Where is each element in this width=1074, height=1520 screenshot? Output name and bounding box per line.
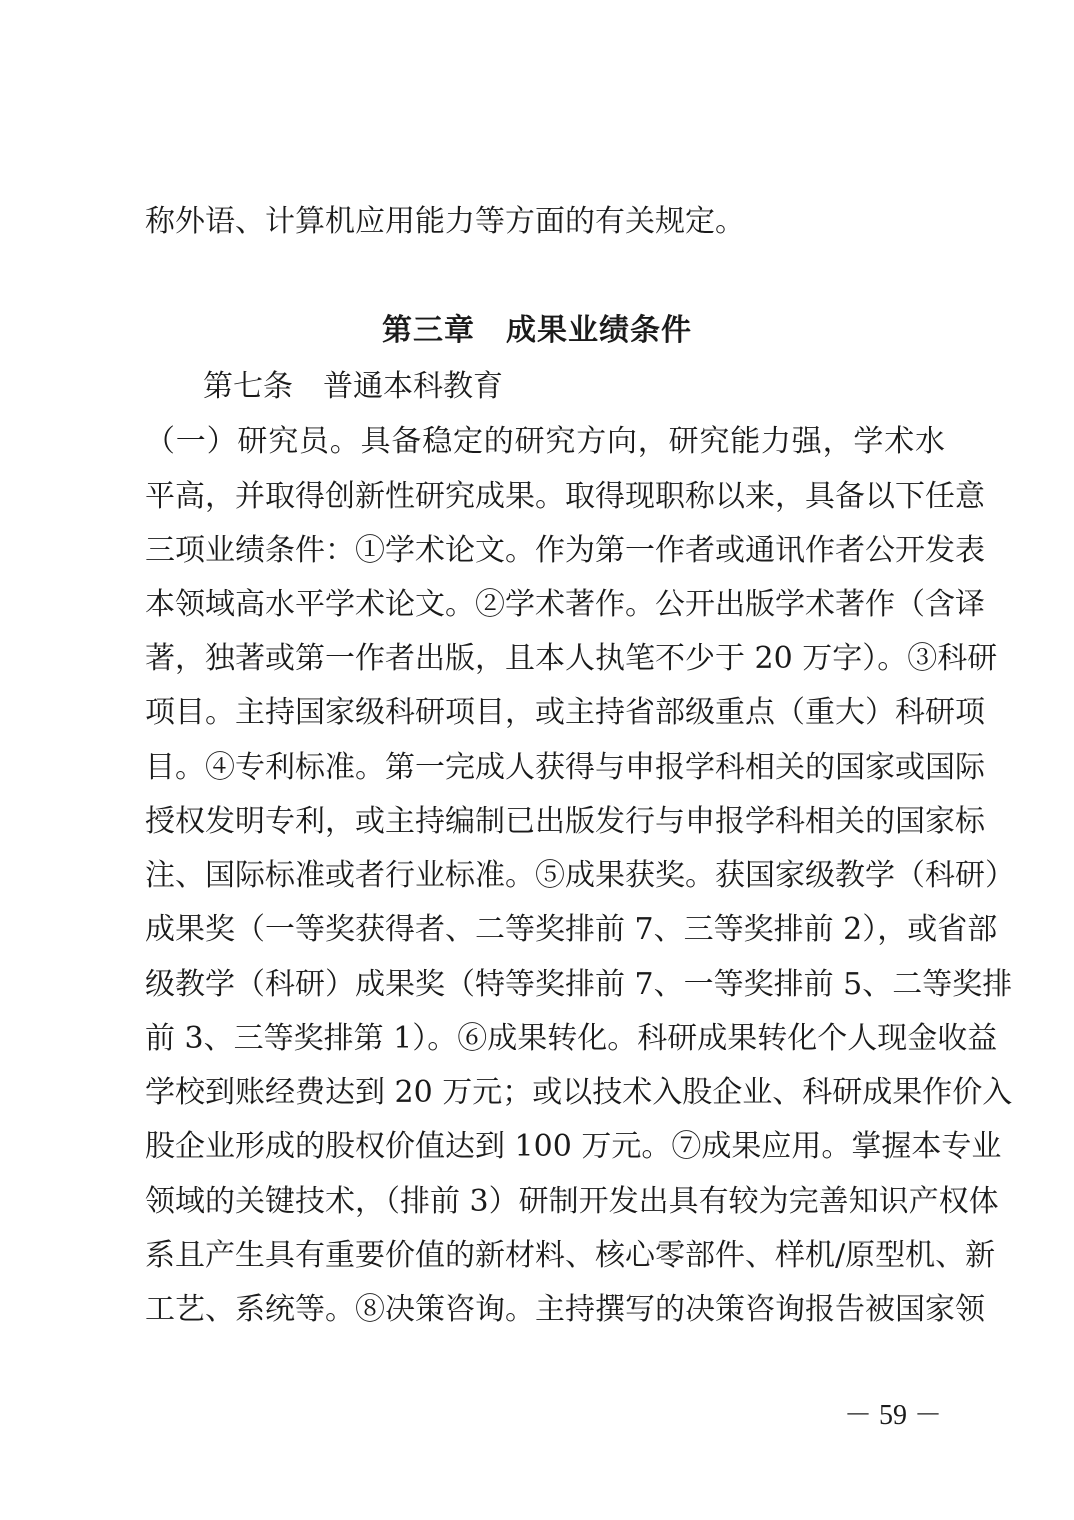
paragraph-line: 级教学（科研）成果奖（特等奖排前 7、一等奖排前 5、二等奖排 [145, 967, 1013, 1002]
paragraph-line: 本领域高水平学术论文。②学术著作。公开出版学术著作（含译 [145, 587, 985, 622]
carry-over-line: 称外语、计算机应用能力等方面的有关规定。 [145, 204, 745, 239]
paragraph-line: （一）研究员。具备稳定的研究方向，研究能力强，学术水 [145, 424, 945, 459]
article-number: 第七条 [203, 369, 293, 404]
page-number: － 59 － [843, 1400, 942, 1431]
paragraph-line: 注、国际标准或者行业标准。⑤成果获奖。获国家级教学（科研） [145, 858, 1015, 893]
paragraph-line: 著，独著或第一作者出版，且本人执笔不少于 20 万字）。③科研 [145, 641, 998, 676]
paragraph-line: 领域的关键技术，（排前 3）研制开发出具有较为完善知识产权体 [145, 1184, 999, 1219]
paragraph-line: 股企业形成的股权价值达到 100 万元。⑦成果应用。掌握本专业 [145, 1129, 1002, 1164]
article-title: 普通本科教育 [323, 369, 503, 404]
paragraph-line: 前 3、三等奖排第 1）。⑥成果转化。科研成果转化个人现金收益 [145, 1021, 998, 1056]
paragraph-line: 目。④专利标准。第一完成人获得与申报学科相关的国家或国际 [145, 750, 985, 785]
paragraph-line: 三项业绩条件：①学术论文。作为第一作者或通讯作者公开发表 [145, 533, 985, 568]
paragraph-line: 学校到账经费达到 20 万元；或以技术入股企业、科研成果作价入 [145, 1075, 1013, 1110]
paragraph-line: 项目。主持国家级科研项目，或主持省部级重点（重大）科研项 [145, 695, 985, 730]
paragraph-line: 平高，并取得创新性研究成果。取得现职称以来，具备以下任意 [145, 479, 985, 514]
paragraph-line: 工艺、系统等。⑧决策咨询。主持撰写的决策咨询报告被国家领 [145, 1292, 985, 1327]
paragraph-line: 授权发明专利，或主持编制已出版发行与申报学科相关的国家标 [145, 804, 985, 839]
chapter-heading: 第三章 成果业绩条件 [382, 313, 692, 348]
paragraph-line: 系且产生具有重要价值的新材料、核心零部件、样机/原型机、新 [145, 1238, 996, 1273]
paragraph-line: 成果奖（一等奖获得者、二等奖排前 7、三等奖排前 2），或省部 [145, 912, 998, 947]
article-heading [203, 367, 503, 407]
